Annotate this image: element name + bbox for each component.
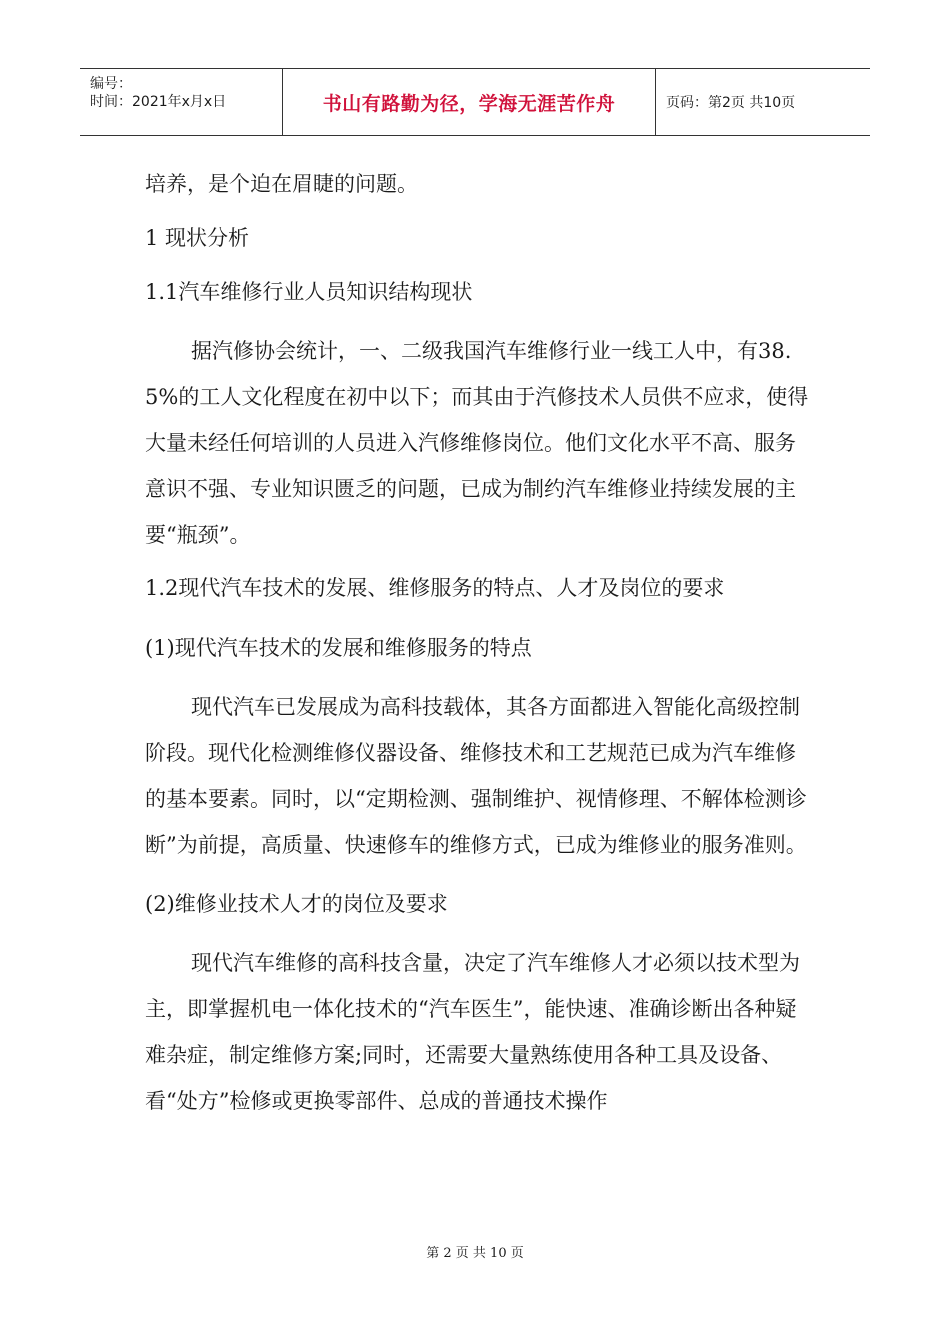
- header-page-info: 页码：第2页 共10页: [666, 95, 796, 111]
- subsection-heading: 1.2现代汽车技术的发展、维修服务的特点、人才及岗位的要求: [145, 576, 725, 600]
- body-paragraph: 据汽修协会统计，一、二级我国汽车维修行业一线工人中，有38.5%的工人文化程度在初中以下；而其由于汽修技术人员供不应求，使得大量未经任何培训的人员进入汽修维修岗位。他们文化水平不高、服务意识不强、专业知识匮乏的问题，已成为制约汽车维修业持续发展的主要“瓶颈”。: [145, 339, 809, 547]
- subsection-heading: 1.1汽车维修行业人员知识结构现状: [145, 280, 473, 304]
- header-page-cell: [656, 69, 870, 135]
- body-paragraph: 现代汽车维修的高科技含量，决定了汽车维修人才必须以技术型为主，即掌握机电一体化技术的“汽车医生”，能快速、准确诊断出各种疑难杂症，制定维修方案;同时，还需要大量熟练使用各种工具及设备、看“处方”检修或更换零部件、总成的普通技术操作: [145, 951, 800, 1113]
- header-motto-cell: [283, 69, 656, 135]
- page-header: [80, 68, 870, 136]
- document-number-label: 编号：: [90, 76, 132, 92]
- header-meta-cell: [80, 69, 283, 135]
- motto-text: 书山有路勤为径，学海无涯苦作舟: [322, 92, 616, 115]
- sub-item-heading: (1)现代汽车技术的发展和维修服务的特点: [145, 636, 532, 660]
- document-body: [145, 160, 810, 1124]
- page-footer: 第 2 页 共 10 页: [426, 1246, 524, 1261]
- sub-item-heading: (2)维修业技术人才的岗位及要求: [145, 892, 448, 916]
- document-date-label: 时间：2021年x月x日: [90, 94, 227, 110]
- paragraph-continuation: 培养，是个迫在眉睫的问题。: [145, 172, 418, 196]
- body-paragraph: 现代汽车已发展成为高科技载体，其各方面都进入智能化高级控制阶段。现代化检测维修仪器设备、维修技术和工艺规范已成为汽车维修的基本要素。同时，以“定期检测、强制维护、视情修理、不解体检测诊断”为前提，高质量、快速修车的维修方式，已成为维修业的服务准则。: [145, 695, 807, 857]
- section-heading: 1 现状分析: [145, 226, 250, 250]
